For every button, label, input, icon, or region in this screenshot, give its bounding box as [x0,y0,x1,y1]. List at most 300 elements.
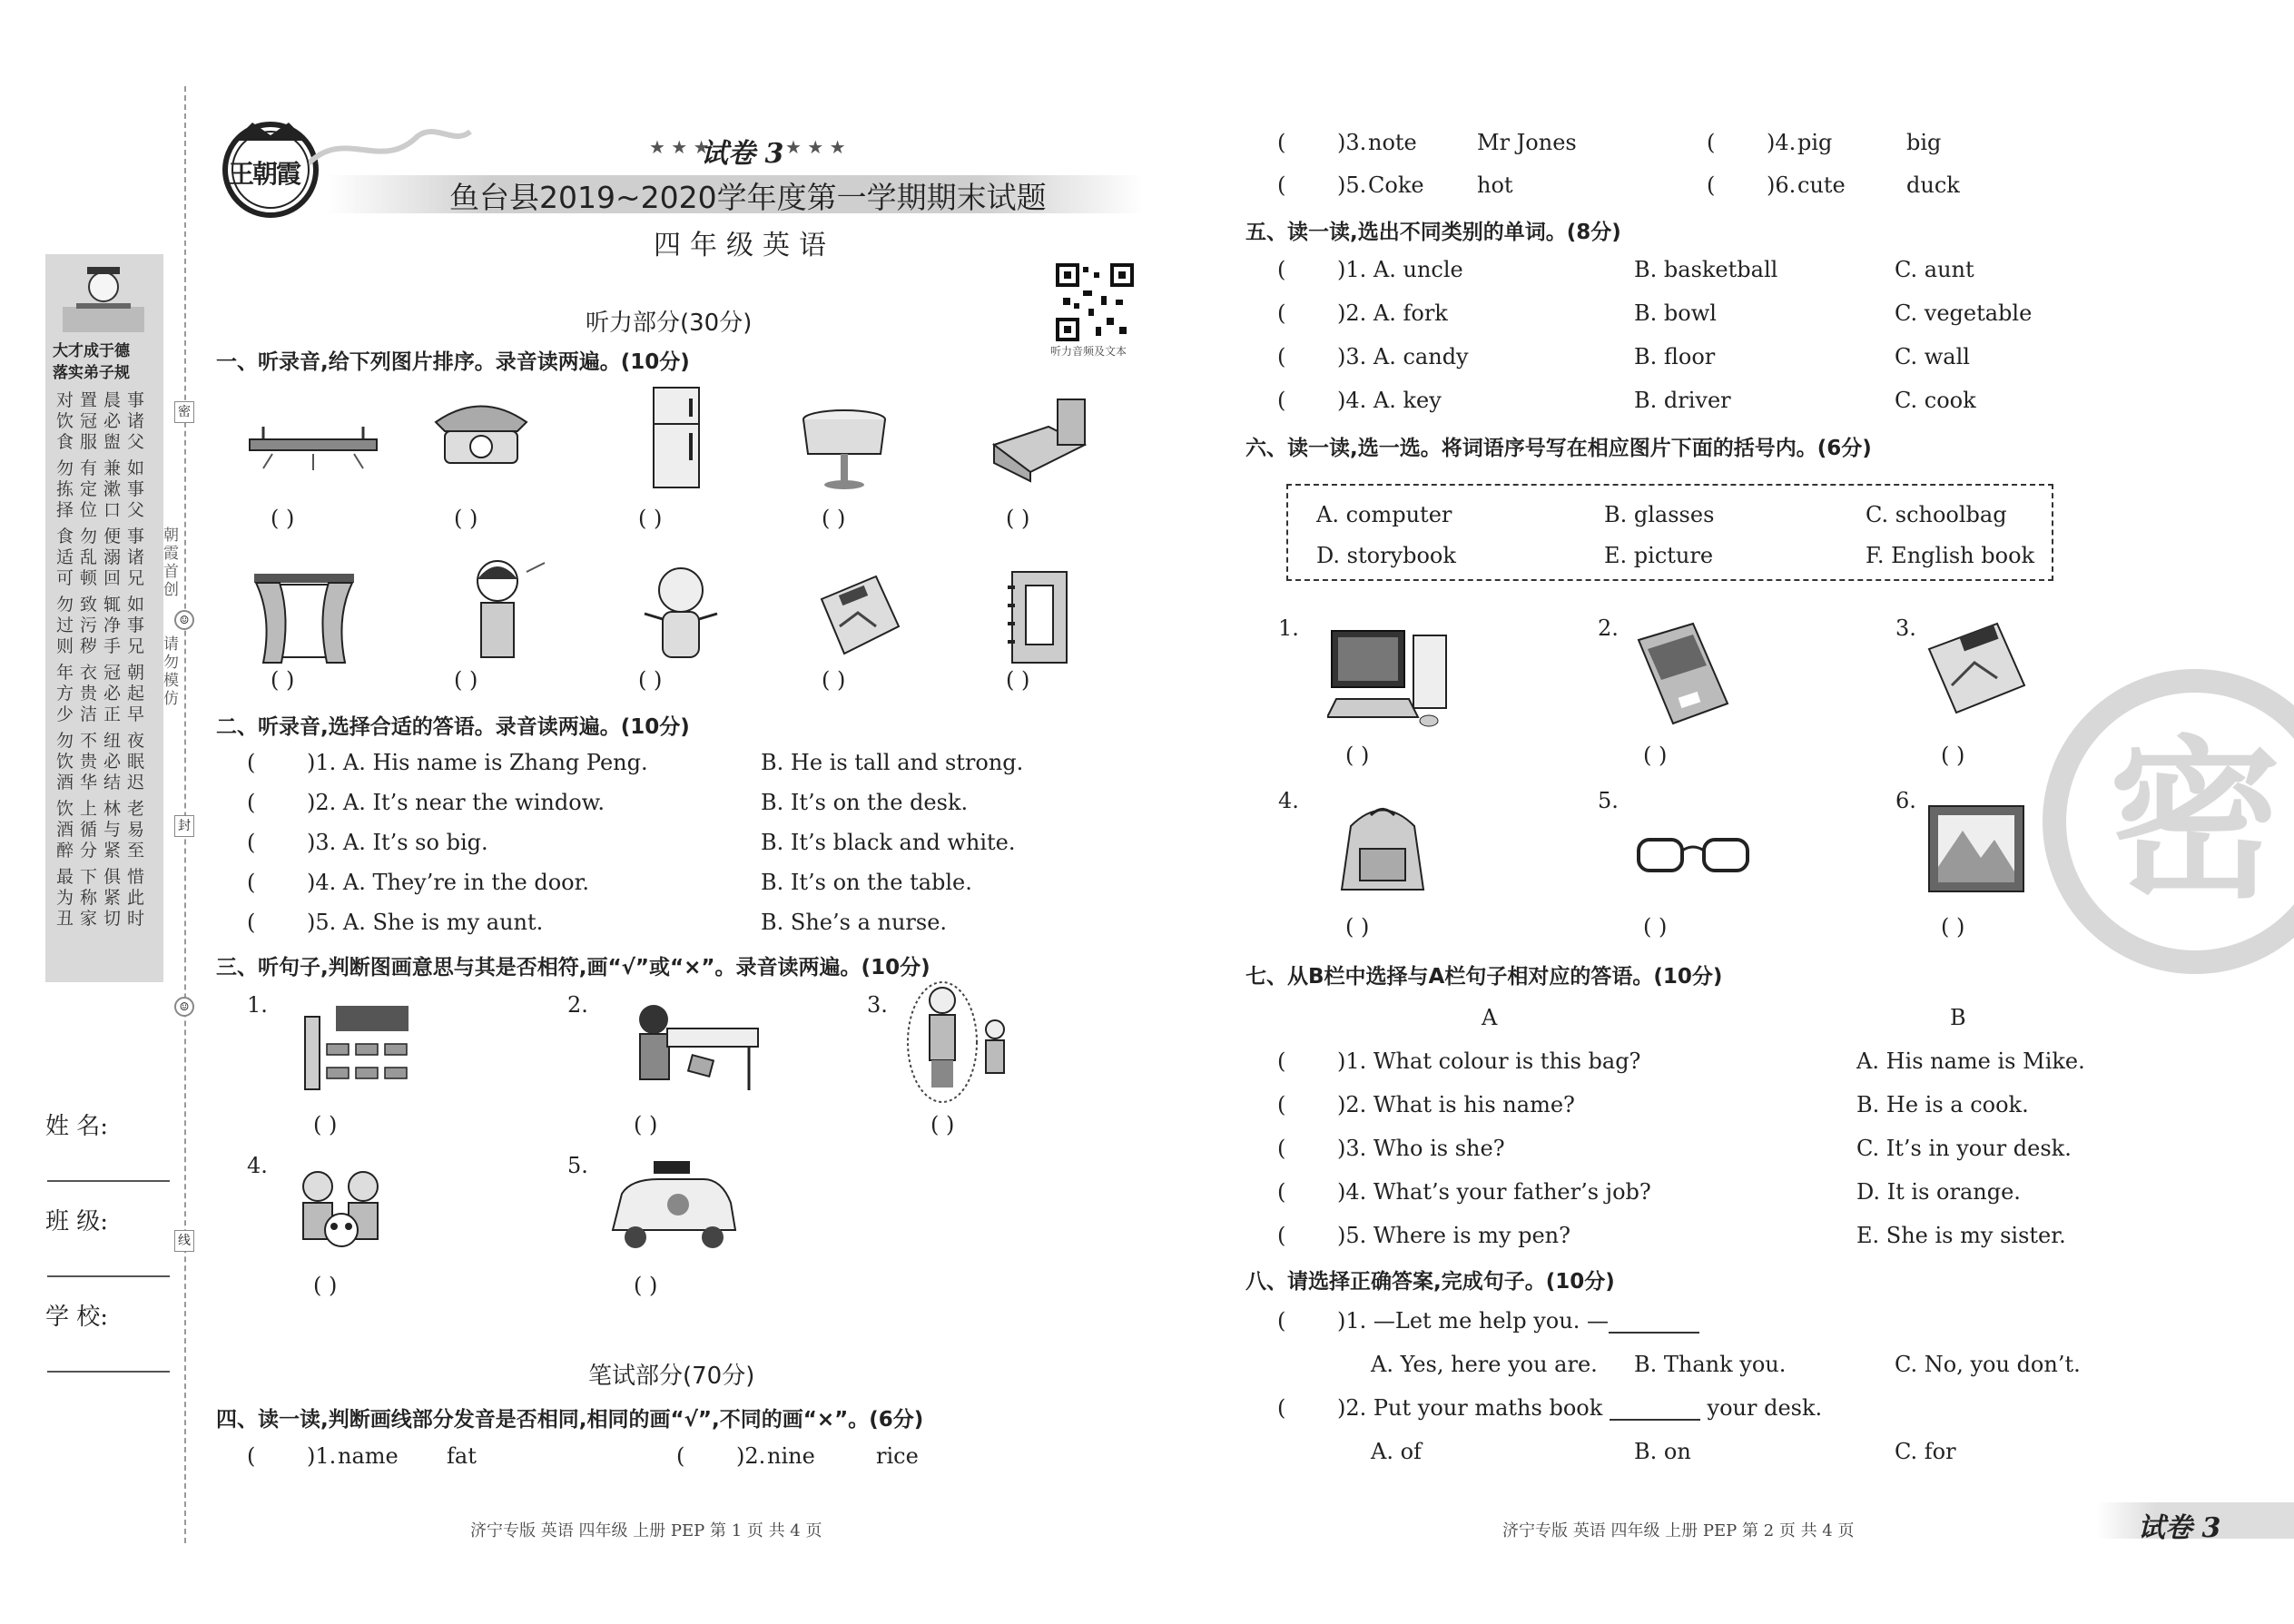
s1-heading: 一、听录音,给下列图片排序。录音读两遍。(10分) [216,350,690,374]
verse-row [56,479,151,500]
s8-q1-opt-c: C. No, you don’t. [1895,1352,2081,1377]
storybook-icon [812,572,903,663]
verse-char: 林 [103,799,122,819]
answer-paren[interactable]: ( ) [1006,667,1030,693]
paren-open[interactable]: ( [247,830,256,855]
verse-char: 回 [103,568,122,588]
telephone-icon [427,395,536,468]
schoolbag-icon [1324,799,1442,899]
verse-row [56,773,151,793]
verse-char: 污 [80,615,98,635]
verse-char: 俱 [103,867,122,887]
verse-char: 起 [127,684,145,704]
verse-char: 下 [80,867,98,887]
taxi-icon [604,1157,740,1257]
s4-word-2: rice [876,1443,919,1469]
seal-dot-icon: ☺ [174,997,194,1017]
verse-char: 分 [80,841,98,861]
verse-char: 不 [80,731,98,751]
verse-char: 酒 [56,773,74,792]
verse-char: 秽 [80,636,98,656]
verse-char: 方 [56,684,74,704]
s5-option-c: C. cook [1895,388,1976,413]
verse-char: 为 [56,888,74,908]
cut-mark-3: 线 [174,1230,194,1252]
girls-panda-icon [281,1166,399,1253]
verse-char: 兼 [103,458,122,478]
verse-char: 饮 [56,752,74,772]
answer-paren[interactable]: ( ) [313,1112,338,1137]
answer-blank[interactable] [1609,1314,1699,1334]
s7-question: )2. What is his name? [1337,1092,1575,1117]
s8-q1-opt-b: B. Thank you. [1634,1352,1787,1377]
answer-paren[interactable]: ( ) [822,667,846,693]
paren-open[interactable]: ( [676,1443,685,1469]
name-line[interactable] [47,1180,170,1182]
answer-paren[interactable]: ( ) [1643,914,1668,940]
paper-label: 试卷 3 [701,138,784,170]
exam-title: 鱼台县2019~2020学年度第一学期期末试题 [449,180,1047,215]
verse-char: 兄 [127,568,145,588]
footer-right: 济宁专版 英语 四年级 上册 PEP 第 2 页 共 4 页 [1502,1521,1855,1540]
s8-q2-opt-b: B. on [1634,1439,1691,1464]
word-option: D. storybook [1316,543,1456,568]
answer-blank[interactable] [1610,1401,1700,1421]
answer-paren[interactable]: ( ) [454,667,478,693]
verse-row [56,390,151,411]
picture-frame-icon [1926,803,2026,894]
verse-char: 必 [103,411,122,431]
verse-char: 上 [80,799,98,819]
answer-paren[interactable]: ( ) [454,506,478,531]
s7-answer: A. His name is Mike. [1856,1048,2085,1074]
verse-char: 正 [103,704,122,724]
verse-char: 有 [80,458,98,478]
s8-q1-text: )1. —Let me help you. — [1337,1308,1609,1334]
verse-char: 则 [56,636,74,656]
s6-label-2: 2. [1598,615,1619,641]
answer-paren[interactable]: ( ) [1941,914,1965,940]
girl-icon [454,554,554,663]
verse-char: 勿 [56,595,74,615]
classroom-icon [300,999,418,1098]
s5-option-c: C. wall [1895,344,1970,369]
verse-char: 迟 [127,773,145,792]
verse-char: 口 [103,500,122,520]
s4-word-2: duck [1906,172,1960,198]
verse-char: 贵 [80,684,98,704]
s7-answer: E. She is my sister. [1856,1223,2066,1248]
s3-heading: 三、听句子,判断图画意思与其是否相符,画“√”或“×”。录音读两遍。(10分) [216,956,930,979]
answer-paren[interactable]: ( ) [271,667,295,693]
verse-char: 必 [103,752,122,772]
verse-char: 漱 [103,479,122,499]
paren-open[interactable]: ( [1277,1179,1286,1205]
s7-answer: D. It is orange. [1856,1179,2021,1205]
s6-heading: 六、读一读,选一选。将词语序号写在相应图片下面的括号内。(6分) [1245,437,1872,460]
verse-row [56,500,151,521]
verse-char: 过 [56,615,74,635]
s5-option-b: B. basketball [1634,257,1778,282]
table-icon [799,408,890,490]
verse-char: 眠 [127,752,145,772]
verse-char: 便 [103,527,122,546]
verse-char: 衣 [80,663,98,683]
verse-row [56,547,151,568]
answer-paren[interactable]: ( ) [1941,743,1965,768]
s2-option-b: B. It’s on the desk. [761,790,969,815]
verse-row [56,684,151,704]
verse-row [56,799,151,820]
motto-sidebar [45,254,163,982]
verse-char: 如 [127,595,145,615]
paren-open[interactable]: ( [1277,1223,1286,1248]
s4-word-2: big [1906,130,1942,155]
s5-option-a: )3. A. candy [1337,344,1469,369]
s7-heading: 七、从B栏中选择与A栏句子相对应的答语。(10分) [1245,965,1723,989]
s2-heading: 二、听录音,选择合适的答语。录音读两遍。(10分) [216,715,690,739]
s5-option-b: B. bowl [1634,300,1717,326]
answer-paren[interactable]: ( ) [634,1273,658,1298]
verse-char: 服 [80,432,98,452]
paren-open[interactable]: ( [1277,257,1286,282]
notebook-icon [1003,567,1076,667]
s2-option-b: B. It’s on the table. [761,870,972,895]
answer-paren[interactable]: ( ) [638,506,663,531]
s6-label-1: 1. [1278,615,1299,641]
verse-row [56,888,151,909]
s2-option-b: B. It’s black and white. [761,830,1016,855]
verse-char: 父 [127,500,145,520]
word-option: A. computer [1316,502,1452,527]
fridge-icon [649,386,704,490]
verse-row [56,615,151,636]
curtain-icon [254,572,354,672]
s3-label-5: 5. [567,1153,588,1178]
storybook-icon [1925,622,2029,726]
verse-char: 切 [103,909,122,929]
verse-char: 盥 [103,432,122,452]
word-option: E. picture [1604,543,1714,568]
verse-char: 冠 [103,663,122,683]
school-line[interactable] [47,1371,170,1373]
paren-open[interactable]: ( [247,910,256,935]
answer-paren[interactable]: ( ) [1643,743,1668,768]
verse-char: 食 [56,527,74,546]
stars-right: ★ ★ ★ [785,136,846,158]
column-a-header: A [1482,1005,1498,1030]
verse-char: 老 [127,799,145,819]
verse-char: 冠 [80,411,98,431]
paren-open[interactable]: ( [1277,300,1286,326]
verse-char: 晨 [103,390,122,410]
verse-char: 至 [127,841,145,861]
s4-item-num: )4. [1767,130,1797,155]
s3-label-3: 3. [867,992,888,1018]
s5-option-c: C. vegetable [1895,300,2033,326]
s8-q2-opt-a: A. of [1371,1439,1422,1464]
answer-paren[interactable]: ( ) [271,506,295,531]
verse-char: 饮 [56,799,74,819]
s4-item-num: )5. [1337,172,1367,198]
paren-open[interactable]: ( [247,790,256,815]
s6-label-4: 4. [1278,788,1299,813]
s2-option-a: )1. A. His name is Zhang Peng. [307,750,648,775]
s7-question: )1. What colour is this bag? [1337,1048,1641,1074]
listening-title: 听力部分(30分) [586,310,753,337]
verse-char: 事 [127,390,145,410]
verse-char: 兄 [127,636,145,656]
s6-label-3: 3. [1895,615,1916,641]
english-book-icon [1629,622,1734,726]
s8-heading: 八、请选择正确答案,完成句子。(10分) [1245,1270,1615,1294]
answer-paren[interactable]: ( ) [634,1112,658,1137]
answer-paren[interactable]: ( ) [638,667,663,693]
cut-mark-1: 密 [174,401,194,423]
verse-row [56,752,151,773]
stars-left: ★ ★ ★ [649,136,710,158]
verse-char: 乱 [80,547,98,567]
ribbon-decoration-icon [309,118,472,182]
s7-answer: B. He is a cook. [1856,1092,2029,1117]
warn-vertical: 请勿模仿 [163,635,179,708]
paren-open[interactable]: ( [1277,1136,1286,1161]
verse-char: 早 [127,704,145,724]
bed-icon [985,390,1094,486]
paren-open[interactable]: ( [1707,130,1716,155]
verse-char: 事 [127,527,145,546]
s2-option-a: )2. A. It’s near the window. [307,790,605,815]
verse-char: 紧 [103,841,122,861]
verse-char: 手 [103,636,122,656]
class-line[interactable] [47,1275,170,1277]
answer-paren[interactable]: ( ) [1006,506,1030,531]
word-option: F. English book [1866,543,2035,568]
ceiling-lamp-icon [245,427,381,472]
s3-label-1: 1. [247,992,268,1018]
paren-open[interactable]: ( [1277,344,1286,369]
verse-char: 洁 [80,704,98,724]
verse-char: 年 [56,663,74,683]
s5-option-b: B. driver [1634,388,1731,413]
qr-code-icon[interactable] [1056,263,1134,341]
s5-option-b: B. floor [1634,344,1716,369]
s7-question: )4. What’s your father’s job? [1337,1179,1651,1205]
verse-char: 最 [56,867,74,887]
s4-word-1: note [1368,130,1417,155]
verse-char: 溺 [103,547,122,567]
exam-subtitle: 四年级英语 [654,230,835,261]
baby-icon [635,563,726,663]
verse-char: 酒 [56,820,74,840]
column-b-header: B [1950,1005,1966,1030]
verse-row [56,820,151,841]
verse-char: 拣 [56,479,74,499]
verse-row [56,432,151,453]
footer-left: 济宁专版 英语 四年级 上册 PEP 第 1 页 共 4 页 [470,1521,822,1540]
verse-char: 适 [56,547,74,567]
s4-word-1: pig [1797,130,1833,155]
paren-open[interactable]: ( [1277,1092,1286,1117]
s8-q1-opt-a: A. Yes, here you are. [1371,1352,1598,1377]
verse-row [56,909,151,930]
answer-paren[interactable]: ( ) [822,506,846,531]
seal-dot-icon: ☺ [174,610,194,630]
verse-char: 食 [56,432,74,452]
s4-heading: 四、读一读,判断画线部分发音是否相同,相同的画“√”,不同的画“×”。(6分) [216,1408,924,1432]
verse-row [56,841,151,861]
verse-row [56,867,151,888]
person-table-icon [595,1003,767,1094]
class-label: 班 级: [45,1208,109,1235]
glasses-icon [1634,831,1752,876]
verse-char: 饮 [56,411,74,431]
verse-row [56,458,151,479]
verse-char: 少 [56,704,74,724]
s4-item-num: )1. [307,1443,337,1469]
s5-option-a: )2. A. fork [1337,300,1448,326]
verse-char: 择 [56,500,74,520]
computer-icon [1327,626,1450,731]
word-option: B. glasses [1604,502,1715,527]
verse-char: 循 [80,820,98,840]
answer-paren[interactable]: ( ) [1345,743,1370,768]
motto-line-2: 落实弟子规 [53,364,130,382]
verse-row [56,704,151,725]
paren-open[interactable]: ( [1707,172,1716,198]
verse-char: 纽 [103,731,122,751]
s3-label-2: 2. [567,992,588,1018]
name-label: 姓 名: [45,1113,109,1140]
writing-title: 笔试部分(70分) [588,1363,755,1390]
verse-row [56,663,151,684]
s3-label-4: 4. [247,1153,268,1178]
verse-char: 此 [127,888,145,908]
verse-char: 顿 [80,568,98,588]
corner-label: 试卷 3 [2138,1512,2221,1544]
s4-word-1: name [338,1443,399,1469]
paren-open[interactable]: ( [1277,388,1286,413]
verse-char: 定 [80,479,98,499]
verse-char: 勿 [56,731,74,751]
s8-question-1 [1337,1308,1699,1334]
verse-char: 如 [127,458,145,478]
verse-row [56,411,151,432]
scholar-icon [58,260,149,336]
verse-char: 诸 [127,411,145,431]
school-label: 学 校: [45,1304,109,1331]
verse-char: 勿 [80,527,98,546]
s4-word-2: hot [1477,172,1513,198]
verse-char: 可 [56,568,74,588]
verse-char: 位 [80,500,98,520]
paren-open[interactable]: ( [1277,130,1286,155]
answer-paren[interactable]: ( ) [313,1273,338,1298]
s4-word-2: Mr Jones [1477,130,1577,155]
verse-char: 致 [80,595,98,615]
paren-open[interactable]: ( [247,1443,256,1469]
verse-char: 勿 [56,458,74,478]
s8-question-2 [1337,1395,1822,1421]
verse-row [56,595,151,615]
verse-char: 诸 [127,547,145,567]
s6-label-5: 5. [1598,788,1619,813]
verse-char: 时 [127,909,145,929]
verse-char: 朝 [127,663,145,683]
s4-word-1: nine [767,1443,815,1469]
s4-item-num: )2. [736,1443,766,1469]
s7-answer: C. It’s in your desk. [1856,1136,2072,1161]
s2-option-a: )5. A. She is my aunt. [307,910,544,935]
logo-text: 王朝霞 [229,159,300,189]
two-boys-icon [906,980,1015,1103]
verse-char: 事 [127,479,145,499]
paren-open[interactable]: ( [1277,1395,1286,1421]
verse-char: 丑 [56,909,74,929]
verse-char: 夜 [127,731,145,751]
verse-char: 事 [127,615,145,635]
answer-paren[interactable]: ( ) [930,1112,955,1137]
s4-word-1: cute [1797,172,1846,198]
s4-item-num: )3. [1337,130,1367,155]
s6-label-6: 6. [1895,788,1916,813]
verse-char: 紧 [103,888,122,908]
verse-char: 置 [80,390,98,410]
verse-row [56,731,151,752]
s2-option-a: )4. A. They’re in the door. [307,870,590,895]
paren-open[interactable]: ( [247,870,256,895]
s5-option-c: C. aunt [1895,257,1974,282]
verse-char: 华 [80,773,98,792]
s2-option-b: B. She’s a nurse. [761,910,948,935]
verse-row [56,636,151,657]
verse-char: 辄 [103,595,122,615]
s8-q2-opt-c: C. for [1895,1439,1956,1464]
verse-char: 惜 [127,867,145,887]
verse-row [56,527,151,547]
verse-char: 结 [103,773,122,792]
verse-char: 与 [103,820,122,840]
s4-item-num: )6. [1767,172,1797,198]
s4-word-2: fat [447,1443,477,1469]
paren-open[interactable]: ( [1277,1308,1286,1334]
verse-char: 家 [80,909,98,929]
paren-open[interactable]: ( [247,750,256,775]
verse-char: 贵 [80,752,98,772]
s8-q2-text-a: )2. Put your maths book [1337,1395,1603,1421]
seal-watermark-icon [2023,667,2294,985]
s7-question: )5. Where is my pen? [1337,1223,1570,1248]
paren-open[interactable]: ( [1277,172,1286,198]
motto-line-1: 大才成于德 [53,342,130,360]
verse-char: 易 [127,820,145,840]
verse-char: 必 [103,684,122,704]
s4-word-1: Coke [1368,172,1424,198]
word-option: C. schoolbag [1866,502,2007,527]
verse-char: 父 [127,432,145,452]
s5-option-a: )4. A. key [1337,388,1442,413]
watermark-text: 密 [2108,721,2282,921]
brand-vertical: 朝霞首创 [163,527,179,599]
s7-question: )3. Who is she? [1337,1136,1505,1161]
verse-char: 醉 [56,841,74,861]
s2-option-a: )3. A. It’s so big. [307,830,488,855]
qr-caption: 听力音频及文本 [1050,345,1127,358]
verse-row [56,568,151,589]
answer-paren[interactable]: ( ) [1345,914,1370,940]
verse-char: 称 [80,888,98,908]
paren-open[interactable]: ( [1277,1048,1286,1074]
